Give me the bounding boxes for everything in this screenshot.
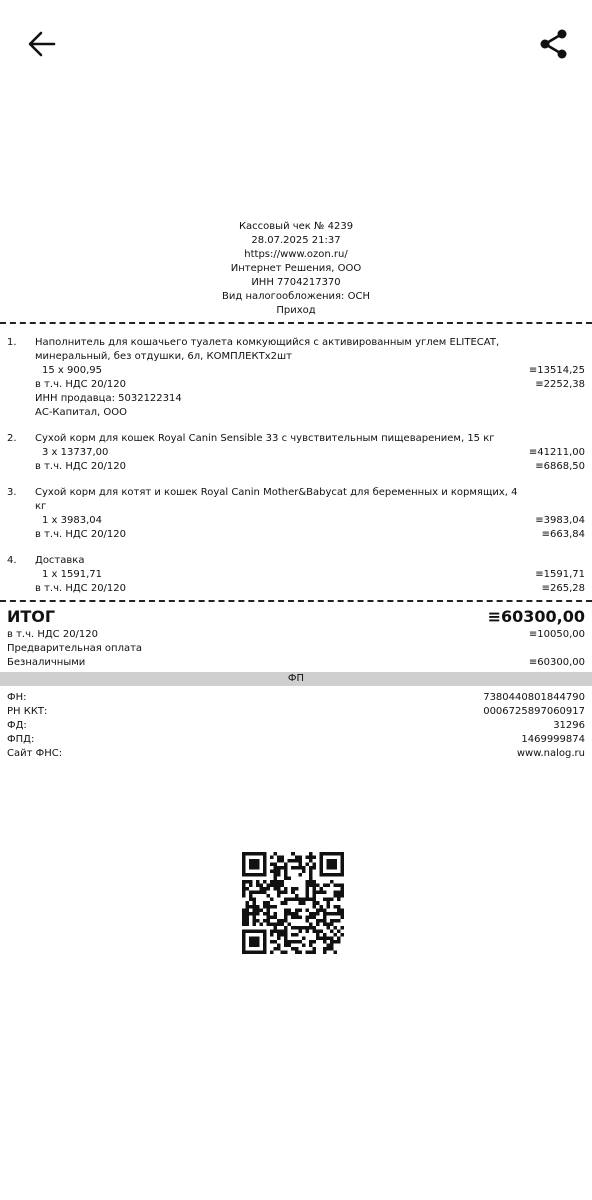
receipt-operation: Приход bbox=[276, 305, 316, 316]
item-vat-sum: ≡265,28 bbox=[541, 583, 585, 594]
item-vat-row bbox=[35, 378, 585, 392]
top-bar bbox=[0, 0, 592, 90]
total-sum: ≡60300,00 bbox=[487, 607, 585, 626]
item-number: 1. bbox=[7, 337, 17, 348]
total-vat-label: в т.ч. НДС 20/120 bbox=[7, 629, 99, 640]
receipt-inn: ИНН 7704217370 bbox=[251, 277, 341, 288]
arrow-left-icon bbox=[26, 28, 58, 60]
list-item bbox=[0, 554, 592, 596]
share-icon bbox=[537, 27, 571, 61]
divider bbox=[0, 322, 592, 324]
item-vat-label: в т.ч. НДС 20/120 bbox=[35, 379, 127, 390]
fiscal-row bbox=[7, 733, 585, 747]
item-vat-label: в т.ч. НДС 20/120 bbox=[35, 583, 127, 594]
fiscal-label: ФД: bbox=[7, 720, 27, 731]
total-row bbox=[0, 606, 592, 628]
fiscal-label: Сайт ФНС: bbox=[7, 748, 63, 759]
receipt bbox=[0, 220, 592, 761]
fiscal-value: 0006725897060917 bbox=[483, 706, 585, 717]
total-label: ИТОГ bbox=[7, 607, 56, 626]
prepayment-row bbox=[0, 642, 592, 656]
share-button[interactable] bbox=[532, 22, 576, 66]
fiscal-value: 31296 bbox=[553, 720, 585, 731]
item-sum: ≡1591,71 bbox=[535, 569, 585, 580]
item-name: Сухой корм для котят и кошек Royal Canin Mother&Babycat для беременных и кормящих, 4 bbox=[35, 487, 518, 498]
back-button[interactable] bbox=[20, 22, 64, 66]
fiscal-row bbox=[7, 719, 585, 733]
fiscal-row bbox=[7, 691, 585, 705]
item-vat-row bbox=[35, 582, 585, 596]
fiscal-row bbox=[7, 747, 585, 761]
fiscal-value: 7380440801844790 bbox=[483, 692, 585, 703]
item-number: 3. bbox=[7, 487, 17, 498]
item-vat-label: в т.ч. НДС 20/120 bbox=[35, 461, 127, 472]
fp-bar: ФП bbox=[0, 672, 592, 686]
total-vat-row bbox=[0, 628, 592, 642]
item-number: 2. bbox=[7, 433, 17, 444]
item-sum: ≡13514,25 bbox=[528, 365, 585, 376]
item-vat-row bbox=[35, 460, 585, 474]
total-vat-sum: ≡10050,00 bbox=[528, 629, 585, 640]
item-sum: ≡3983,04 bbox=[535, 515, 585, 526]
item-name-cont: кг bbox=[35, 501, 47, 512]
item-qty: 3 x 13737,00 bbox=[42, 447, 109, 458]
prepayment-label: Предварительная оплата bbox=[7, 643, 143, 654]
item-vat-sum: ≡2252,38 bbox=[535, 379, 585, 390]
cashless-sum: ≡60300,00 bbox=[528, 657, 585, 668]
receipt-datetime: 28.07.2025 21:37 bbox=[251, 235, 341, 246]
fiscal-value: 1469999874 bbox=[521, 734, 585, 745]
item-qty-row bbox=[35, 514, 585, 528]
receipt-company: Интернет Решения, ООО bbox=[230, 263, 362, 274]
item-qty: 15 x 900,95 bbox=[42, 365, 102, 376]
fiscal-row bbox=[7, 705, 585, 719]
item-vat-sum: ≡6868,50 bbox=[535, 461, 585, 472]
item-qty: 1 x 3983,04 bbox=[42, 515, 102, 526]
cashless-row bbox=[0, 656, 592, 670]
item-number: 4. bbox=[7, 555, 17, 566]
list-item bbox=[0, 432, 592, 474]
cashless-label: Безналичными bbox=[7, 657, 86, 668]
item-qty-row bbox=[35, 568, 585, 582]
receipt-site: https://www.ozon.ru/ bbox=[244, 249, 348, 260]
fiscal-value: www.nalog.ru bbox=[516, 748, 585, 759]
item-name: Сухой корм для кошек Royal Canin Sensible 33 с чувствительным пищеварением, 15 кг bbox=[35, 433, 495, 444]
item-vat-row bbox=[35, 528, 585, 542]
fiscal-label: ФН: bbox=[7, 692, 27, 703]
item-qty: 1 x 1591,71 bbox=[42, 569, 102, 580]
item-seller-name: АС-Капитал, ООО bbox=[35, 407, 128, 418]
item-qty-row bbox=[35, 446, 585, 460]
item-name: Наполнитель для кошачьего туалета комкующийся с активированным углем ELITECAT, bbox=[35, 337, 500, 348]
list-item bbox=[0, 336, 592, 420]
divider bbox=[0, 600, 592, 602]
item-sum: ≡41211,00 bbox=[528, 447, 585, 458]
item-vat-label: в т.ч. НДС 20/120 bbox=[35, 529, 127, 540]
list-item bbox=[0, 486, 592, 542]
item-name: Доставка bbox=[35, 555, 85, 566]
receipt-tax-system: Вид налогообложения: ОСН bbox=[222, 291, 370, 302]
fiscal-label: ФПД: bbox=[7, 734, 35, 745]
receipt-title: Кассовый чек № 4239 bbox=[238, 221, 354, 232]
item-seller-inn: ИНН продавца: 5032122314 bbox=[35, 393, 182, 404]
fiscal-block bbox=[0, 686, 592, 761]
fiscal-label: РН ККТ: bbox=[7, 706, 48, 717]
item-qty-row bbox=[35, 364, 585, 378]
qr-code bbox=[242, 852, 344, 954]
receipt-header bbox=[0, 220, 592, 318]
item-name-cont: минеральный, без отдушки, 6л, КОМПЛЕКТх2шт bbox=[35, 351, 292, 362]
item-vat-sum: ≡663,84 bbox=[541, 529, 585, 540]
